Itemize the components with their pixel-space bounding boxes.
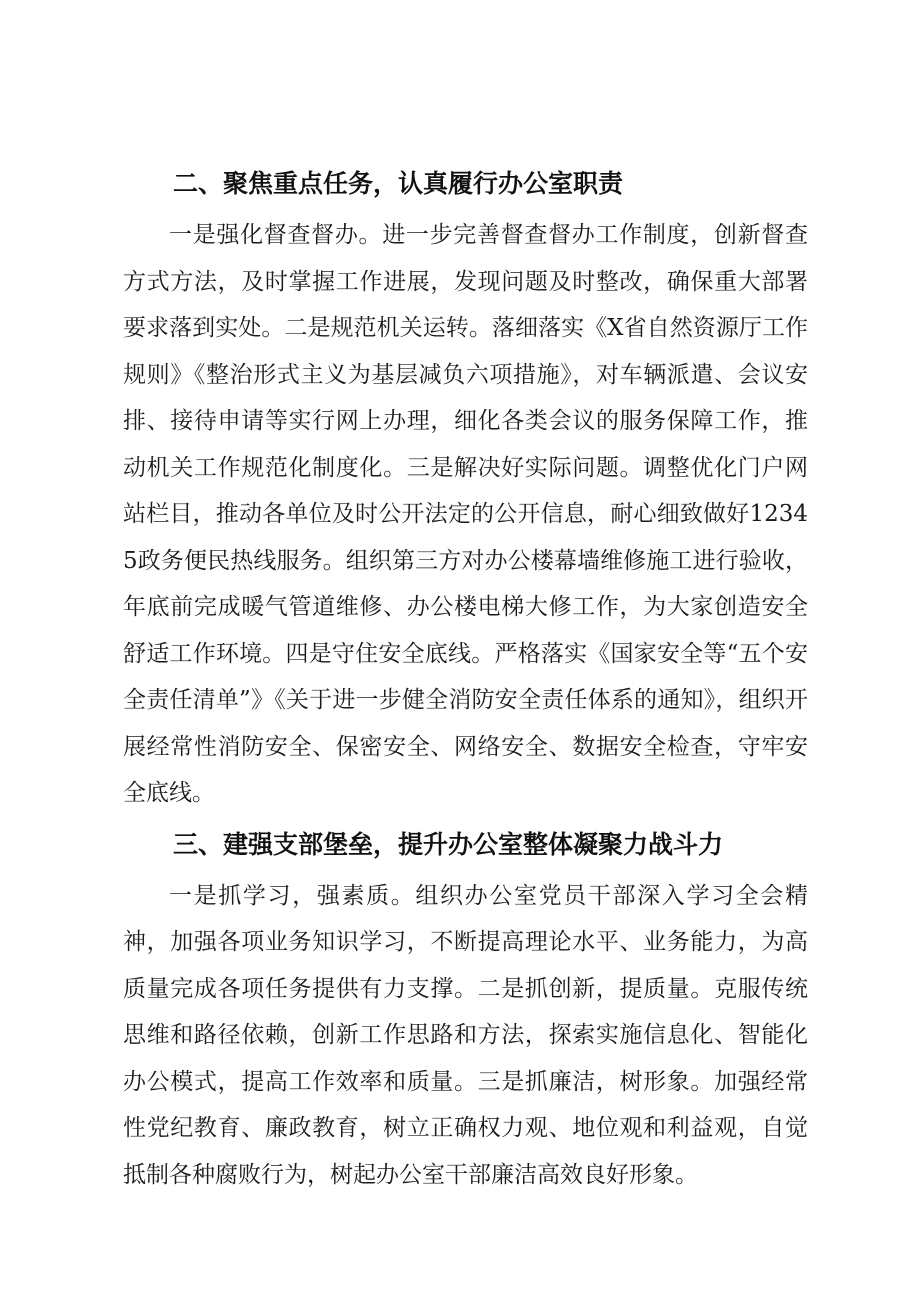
section-paragraph: 一是抓学习，强素质。组织办公室党员干部深入学习全会精神，加强各项业务知识学习，不断提高理论水平、业务能力，为高质量完成各项任务提供有力支撑。二是抓创新，提质量。克服传统思维和路径依赖，创新工作思路和方法，探索实施信息化、智能化办公模式，提高工作效率和质量。三是抓廉洁，树形象。加强经常性党纪教育、廉政教育，树立正确权力观、地位观和利益观，自觉抵制各种腐败行为，树起办公室干部廉洁高效良好形象。	[123, 882, 808, 1188]
section-heading: 二、聚焦重点任务，认真履行办公室职责	[173, 169, 624, 198]
section-paragraph: 一是强化督查督办。进一步完善督查督办工作制度，创新督查方式方法，及时掌握工作进展，发现问题及时整改，确保重大部署要求落到实处。二是规范机关运转。落细落实《X省自然资源厅工作规则》《整治形式主义为基层减负六项措施》，对车辆派遣、会议安排、接待申请等实行网上办理，细化各类会议的服务保障工作，推动机关工作规范化制度化。三是解决好实际问题。调整优化门户网站栏目，推动各单位及时公开法定的公开信息，耐心细致做好12345政务便民热线服务。组织第三方对办公楼幕墙维修施工进行验收，年底前完成暖气管道维修、办公楼电梯大修工作，为大家创造安全舒适工作环境。四是守住安全底线。严格落实《国家安全等“五个安全责任清单”》《关于进一步健全消防安全责任体系的通知》，组织开展经常性消防安全、保密安全、网络安全、数据安全检查，守牢安全底线。	[123, 222, 808, 806]
document-content	[123, 160, 808, 1198]
section-two	[123, 160, 808, 817]
section-heading: 三、建强支部堡垒，提升办公室整体凝聚力战斗力	[173, 829, 724, 859]
section-three	[123, 821, 808, 1199]
